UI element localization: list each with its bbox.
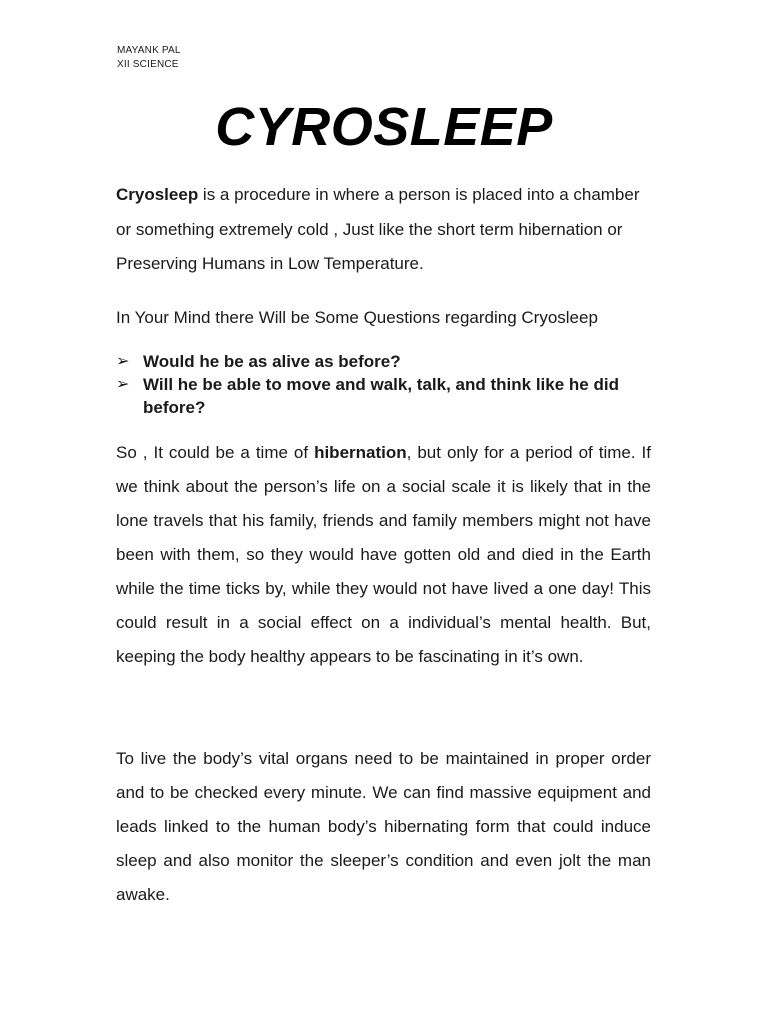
document-title: CYROSLEEP [215, 97, 553, 157]
paragraph1-bold-term: hibernation [314, 443, 407, 462]
arrow-bullet-icon: ➢ [116, 353, 130, 370]
question-item [116, 373, 651, 419]
body-paragraph-1 [116, 436, 651, 674]
author-class: XII SCIENCE [117, 59, 179, 70]
question-text: Will he be able to move and walk, talk, and think like he did before? [143, 375, 619, 417]
question-text: Would he be as alive as before? [143, 352, 401, 371]
intro-text: is a procedure in where a person is placed into a chamber or something extremely cold , Just like the short term hibernation or Preserving Humans in Low Temperature. [116, 185, 640, 273]
author-name: MAYANK PAL [117, 45, 181, 56]
arrow-bullet-icon: ➢ [116, 376, 130, 393]
question-list [116, 350, 651, 419]
body-paragraph-2: To live the body’s vital organs need to be maintained in proper order and to be checked every minute. We can find massive equipment and leads linked to the human body’s hibernating form that could induce sleep and also monitor the sleeper’s condition and even jolt the man awake. [116, 749, 651, 904]
paragraph1-start: So , It could be a time of [116, 443, 315, 462]
author-header [117, 44, 181, 72]
paragraph1-rest: , but only for a period of time. If we think about the person’s life on a social scale it is likely that in the lone travels that his family, friends and family members might not have been with them, so they would have gotten old and died in the Earth while the time ticks by, while they would not have lived a one day! This could result in a social effect on a individual’s mental health. But, keeping the body healthy appears to be fascinating in it’s own. [116, 443, 652, 666]
intro-term: Cryosleep [116, 185, 199, 204]
questions-intro: In Your Mind there Will be Some Questions regarding Cryosleep [116, 308, 598, 327]
question-item [116, 350, 651, 373]
intro-paragraph [116, 178, 651, 282]
